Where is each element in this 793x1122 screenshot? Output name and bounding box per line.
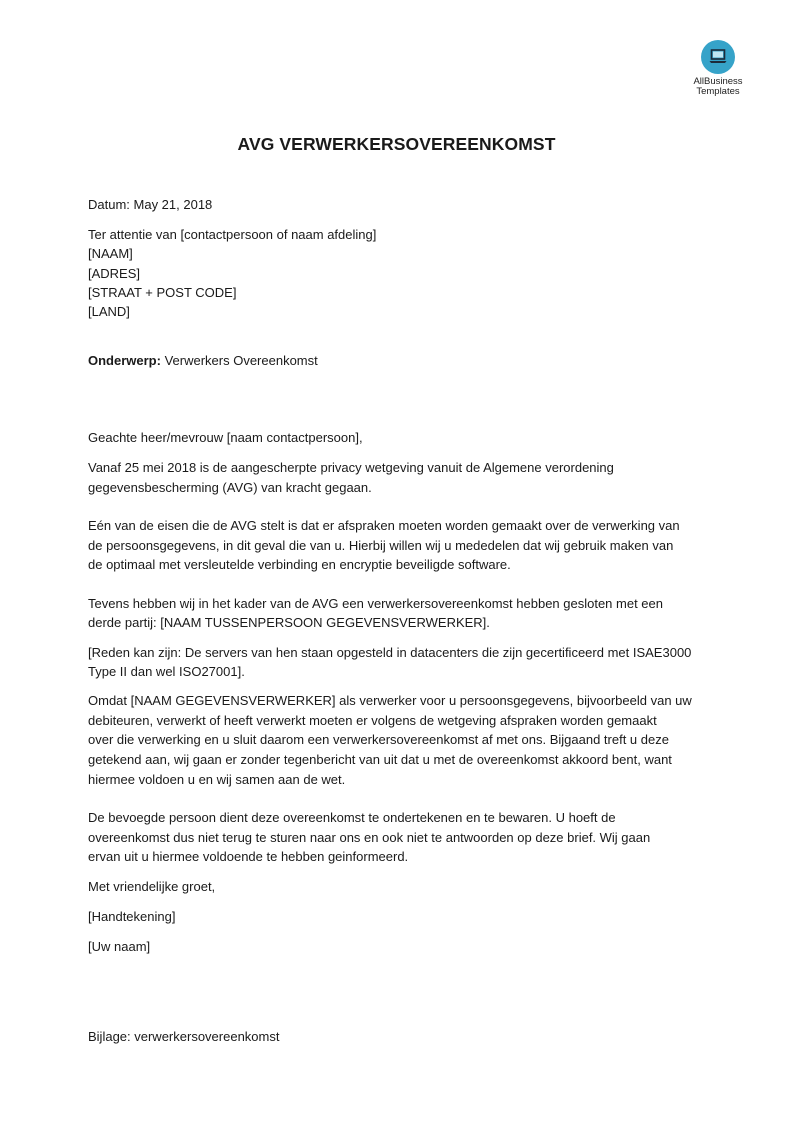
name-placeholder: [Uw naam] — [88, 939, 151, 954]
logo-line-2: Templates — [696, 86, 740, 97]
paragraph-6-line-2: overeenkomst dus niet terug te sturen naar ons en ook niet te antwoorden op deze brief. Wij gaan — [88, 830, 651, 845]
paragraph-5-line-1: Omdat [NAAM GEGEVENSVERWERKER] als verwerker voor u persoonsgegevens, bijvoorbeeld van uw — [88, 693, 692, 708]
paragraph-5-line-2: debiteuren, verwerkt of heeft verwerkt moeten er volgens de wetgeving afspraken worden gemaakt — [88, 713, 657, 728]
paragraph-6-line-1: De bevoegde persoon dient deze overeenkomst te ondertekenen en te bewaren. U hoeft de — [88, 810, 616, 825]
address-line-attention: Ter attentie van [contactpersoon of naam afdeling] — [88, 227, 377, 242]
closing: Met vriendelijke groet, — [88, 879, 216, 894]
attachment-line: Bijlage: verwerkersovereenkomst — [88, 1029, 280, 1044]
paragraph-1-line-1: Vanaf 25 mei 2018 is de aangescherpte privacy wetgeving vanuit de Algemene verordening — [88, 460, 614, 475]
paragraph-2-line-2: de persoonsgegevens, in dit geval die van u. Hierbij willen wij u mededelen dat wij gebruik maken van — [88, 538, 674, 553]
date-line: Datum: May 21, 2018 — [88, 197, 213, 212]
document-title: AVG VERWERKERSOVEREENKOMST — [237, 134, 556, 154]
subject-line — [88, 351, 318, 371]
salutation: Geachte heer/mevrouw [naam contactpersoon], — [88, 430, 363, 445]
paragraph-6-line-3: ervan uit u hiermee voldoende te hebben geinformeerd. — [88, 849, 409, 864]
logo-text — [688, 77, 748, 97]
paragraph-2-line-1: Eén van de eisen die de AVG stelt is dat er afspraken moeten worden gemaakt over de verwerking van — [88, 518, 680, 533]
address-line-country: [LAND] — [88, 304, 130, 319]
paragraph-1-line-2: gegevensbescherming (AVG) van kracht gegaan. — [88, 480, 372, 495]
signature-placeholder: [Handtekening] — [88, 909, 176, 924]
paragraph-5-line-4: getekend aan, wij gaan er zonder tegenbericht van uit dat u met de overeenkomst akkoord bent, want — [88, 752, 672, 767]
paragraph-5-line-5: hiermee voldoen u en wij samen aan de wet. — [88, 772, 346, 787]
address-line-street: [STRAAT + POST CODE] — [88, 285, 237, 300]
paragraph-2-line-3: de optimaal met versleutelde verbinding en encryptie beveiligde software. — [88, 557, 511, 572]
paragraph-3-line-2: derde partij: [NAAM TUSSENPERSOON GEGEVENSVERWERKER]. — [88, 615, 490, 630]
paragraph-4-line-1: [Reden kan zijn: De servers van hen staan opgesteld in datacenters die zijn gecertificeerd met ISAE3000 — [88, 645, 692, 660]
logo-line-1: AllBusiness — [693, 76, 743, 87]
subject-value: Verwerkers Overeenkomst — [160, 353, 318, 368]
laptop-icon — [701, 40, 735, 74]
paragraph-3-line-1: Tevens hebben wij in het kader van de AVG een verwerkersovereenkomst hebben gesloten met een — [88, 596, 663, 611]
allbusiness-templates-logo — [688, 40, 748, 97]
address-line-address: [ADRES] — [88, 266, 141, 281]
subject-label: Onderwerp: — [88, 353, 161, 368]
paragraph-4-line-2: Type II dan wel ISO27001]. — [88, 664, 245, 679]
paragraph-5-line-3: over die verwerking en u sluit daarom een verwerkersovereenkomst af met ons. Bijgaand treft u deze — [88, 732, 669, 747]
address-line-name: [NAAM] — [88, 246, 133, 261]
